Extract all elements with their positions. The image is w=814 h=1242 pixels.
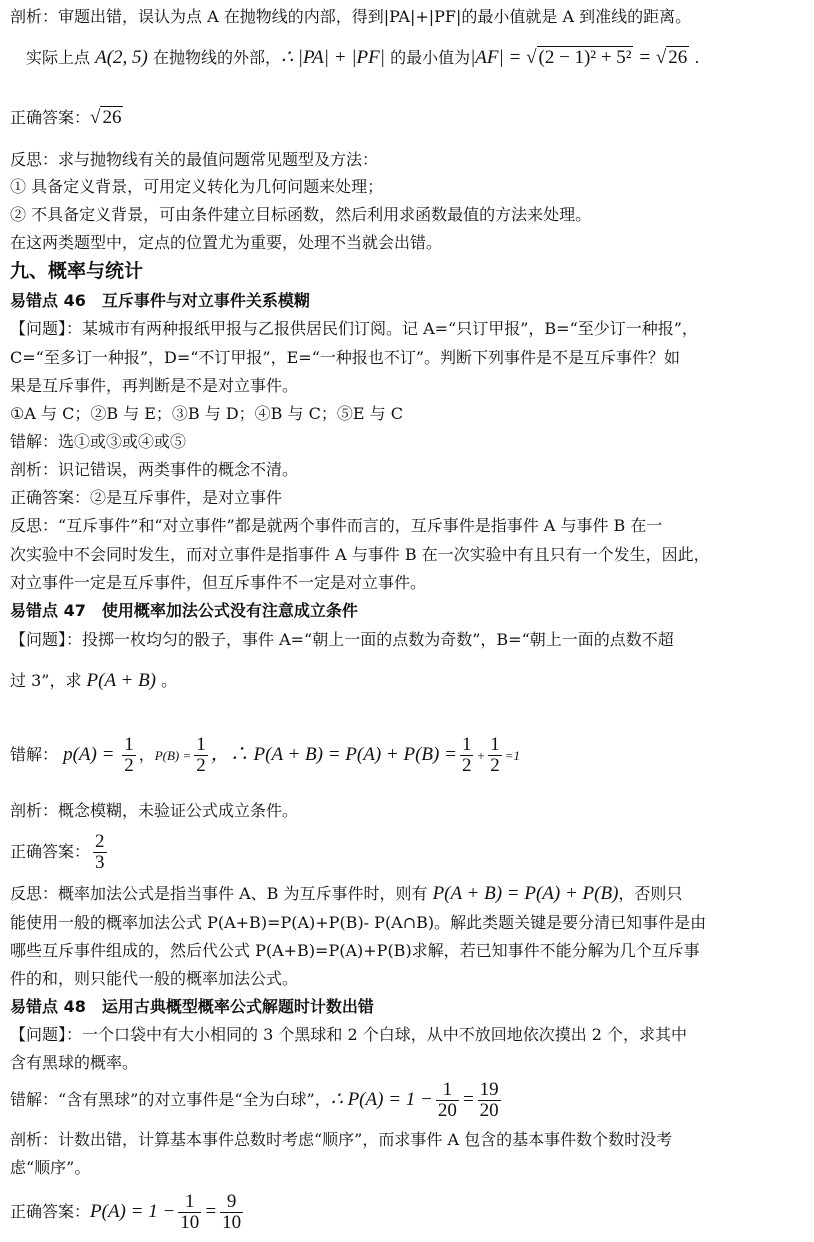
denominator: 2 bbox=[124, 755, 134, 776]
reflection-47-line: 能使用一般的概率加法公式 P(A+B)=P(A)+P(B)- P(A∩B)。解此类题关键是要分清已知事件是由 bbox=[10, 913, 707, 932]
correct-answer-line bbox=[10, 107, 806, 129]
text: ， bbox=[138, 745, 155, 764]
fraction bbox=[122, 735, 136, 776]
result: =1 bbox=[504, 748, 520, 763]
method-item-1: ① 具备定义背景，可用定义转化为几何问题来处理； bbox=[10, 177, 384, 196]
radicand: 26 bbox=[102, 107, 122, 128]
math-pb: P(B) = bbox=[154, 748, 192, 763]
wrong-answer-48 bbox=[10, 1078, 806, 1122]
math-pa: P(A) = 1 − bbox=[90, 1201, 176, 1222]
correct-answer-47 bbox=[10, 830, 806, 874]
fraction bbox=[478, 1080, 501, 1121]
wrong-answer-47 bbox=[10, 733, 806, 778]
analysis-46: 剖析：识记错误，两类事件的概念不清。 bbox=[10, 460, 299, 479]
topic-heading-46: 易错点 46 互斥事件与对立事件关系模糊 bbox=[10, 291, 310, 310]
denominator: 2 bbox=[461, 755, 472, 776]
numerator: 1 bbox=[196, 734, 206, 755]
equals-sign: = bbox=[461, 1089, 475, 1110]
math-pab: P(A + B) bbox=[86, 670, 156, 691]
problem-48-line: 【问题】：一个口袋中有大小相同的 3 个黑球和 2 个白球，从中不放回地依次摸出 2 个，求其中 bbox=[10, 1025, 688, 1044]
fraction bbox=[194, 735, 208, 776]
radicand: 26 bbox=[668, 47, 688, 68]
problem-47-line bbox=[10, 670, 806, 692]
fraction bbox=[436, 1080, 459, 1121]
plus-sign: + bbox=[476, 748, 486, 763]
reflection-line: 反思：求与抛物线有关的最值问题常见题型及方法： bbox=[10, 150, 379, 169]
correct-answer-46: 正确答案：②是互斥事件，是对立事件 bbox=[10, 488, 283, 507]
numerator: 1 bbox=[461, 734, 472, 755]
analysis-line: 剖析：审题出错，误认为点 A 在抛物线的内部，得到|PA|+|PF|的最小值就是 A 到准线的距离。 bbox=[10, 7, 692, 26]
text: 正确答案： bbox=[10, 842, 91, 861]
math-pa: p(A) = bbox=[63, 744, 120, 765]
fraction bbox=[93, 832, 107, 873]
method-item-2: ② 不具备定义背景，可由条件建立目标函数，然后利用求函数最值的方法来处理。 bbox=[10, 205, 592, 224]
math-eq: = bbox=[633, 47, 656, 68]
numerator: 2 bbox=[95, 831, 105, 852]
topic-heading-48: 易错点 48 运用古典概型概率公式解题时计数出错 bbox=[10, 997, 374, 1016]
text: 反思：概率加法公式是指当事件 A、B 为互斥事件时，则有 bbox=[10, 884, 433, 903]
text: 正确答案： bbox=[10, 108, 91, 127]
fraction bbox=[178, 1192, 201, 1233]
reflection-46-line: 次实验中不会同时发生，而对立事件是指事件 A 与事件 B 在一次实验中有且只有一个发生，因此， bbox=[10, 545, 710, 564]
sqrt-26: √ 26 bbox=[655, 47, 688, 68]
numerator: 19 bbox=[479, 1079, 499, 1100]
problem-47-line: 【问题】：投掷一枚均匀的骰子，事件 A=“朝上一面的点数为奇数”，B=“朝上一面的点数不超 bbox=[10, 630, 674, 649]
correct-answer-48 bbox=[10, 1190, 806, 1234]
numerator: 9 bbox=[220, 1192, 243, 1213]
text: 的最小值为 bbox=[384, 48, 471, 67]
denominator: 10 bbox=[222, 1212, 242, 1233]
wrong-answer-46: 错解：选①或③或④或⑤ bbox=[10, 432, 187, 451]
fraction bbox=[488, 735, 502, 776]
denominator: 3 bbox=[95, 852, 105, 873]
problem-46-line: C=“至多订一种报”，D=“不订甲报”，E=“一种报也不订”。判断下列事件是不是互斥事件？如 bbox=[10, 348, 681, 367]
problem-46-line: 【问题】：某城市有两种报纸甲报与乙报供居民们订阅。记 A=“只订甲报”，B=“至少订一种报”， bbox=[10, 319, 698, 338]
reflection-47-line: 哪些互斥事件组成的，然后代公式 P(A+B)=P(A)+P(B)求解，若已知事件不能分解为几个互斥事 bbox=[10, 941, 700, 960]
text: 在抛物线的外部， bbox=[147, 48, 281, 67]
problem-46-options: ①A 与 C；②B 与 E；③B 与 D；④B 与 C；⑤E 与 C bbox=[10, 404, 403, 423]
analysis-47: 剖析：概念模糊，未验证公式成立条件。 bbox=[10, 801, 299, 820]
numerator: 1 bbox=[178, 1192, 201, 1213]
text: 错解： bbox=[10, 745, 59, 764]
reflection-47-line: 件的和，则只能代一般的概率加法公式。 bbox=[10, 969, 299, 988]
fraction bbox=[220, 1192, 243, 1233]
denominator: 10 bbox=[180, 1212, 200, 1233]
reflection-47-line bbox=[10, 883, 806, 905]
denominator: 20 bbox=[437, 1100, 457, 1121]
math-point: A(2, 5) bbox=[95, 47, 148, 68]
numerator: 1 bbox=[436, 1080, 459, 1101]
sqrt-26: √ 26 bbox=[90, 107, 122, 128]
equals-sign: = bbox=[204, 1201, 218, 1222]
numerator: 1 bbox=[124, 734, 134, 755]
analysis-48-line: 虑“顺序”。 bbox=[10, 1158, 91, 1177]
denominator: 2 bbox=[196, 755, 206, 776]
math-pa: ∴ P(A) = 1 − bbox=[330, 1089, 433, 1110]
math-sum: ∴ |PA| + |PF| bbox=[280, 47, 385, 68]
text: 实际上点 bbox=[26, 48, 96, 67]
problem-48-line: 含有黑球的概率。 bbox=[10, 1053, 139, 1072]
math-formula: P(A + B) = P(A) + P(B) bbox=[432, 883, 619, 904]
reflection-46-line: 对立事件一定是互斥事件，但互斥事件不一定是对立事件。 bbox=[10, 573, 427, 592]
analysis-48-line: 剖析：计数出错，计算基本事件总数时考虑“顺序”，而求事件 A 包含的基本事件数个数时没考 bbox=[10, 1130, 673, 1149]
problem-46-line: 果是互斥事件，再判断是不是对立事件。 bbox=[10, 376, 299, 395]
text: 过 3”，求 bbox=[10, 671, 87, 690]
math-sum: ，∴ P(A + B) = P(A) + P(B) = bbox=[210, 744, 457, 765]
text: 正确答案： bbox=[10, 1202, 91, 1221]
denominator: 2 bbox=[490, 755, 500, 776]
text: 。 bbox=[156, 671, 178, 690]
section-heading: 九、概率与统计 bbox=[10, 260, 144, 282]
text: ，否则只 bbox=[618, 884, 683, 903]
actual-line bbox=[26, 47, 814, 69]
numerator: 1 bbox=[490, 734, 500, 755]
topic-heading-47: 易错点 47 使用概率加法公式没有注意成立条件 bbox=[10, 601, 358, 620]
denominator: 20 bbox=[479, 1100, 499, 1121]
reflection-46-line: 反思：“互斥事件”和“对立事件”都是就两个事件而言的，互斥事件是指事件 A 与事件 B 在一 bbox=[10, 516, 663, 535]
text: 错解：“含有黑球”的对立事件是“全为白球”， bbox=[10, 1090, 331, 1109]
fraction bbox=[460, 735, 474, 776]
math-af: |AF| = bbox=[470, 47, 527, 68]
sqrt-expr: √ (2 − 1)² + 5² bbox=[526, 47, 632, 68]
radicand: (2 − 1)² + 5² bbox=[538, 47, 632, 68]
note-line: 在这两类题型中，定点的位置尤为重要，处理不当就会出错。 bbox=[10, 233, 443, 252]
text: . bbox=[689, 48, 700, 67]
